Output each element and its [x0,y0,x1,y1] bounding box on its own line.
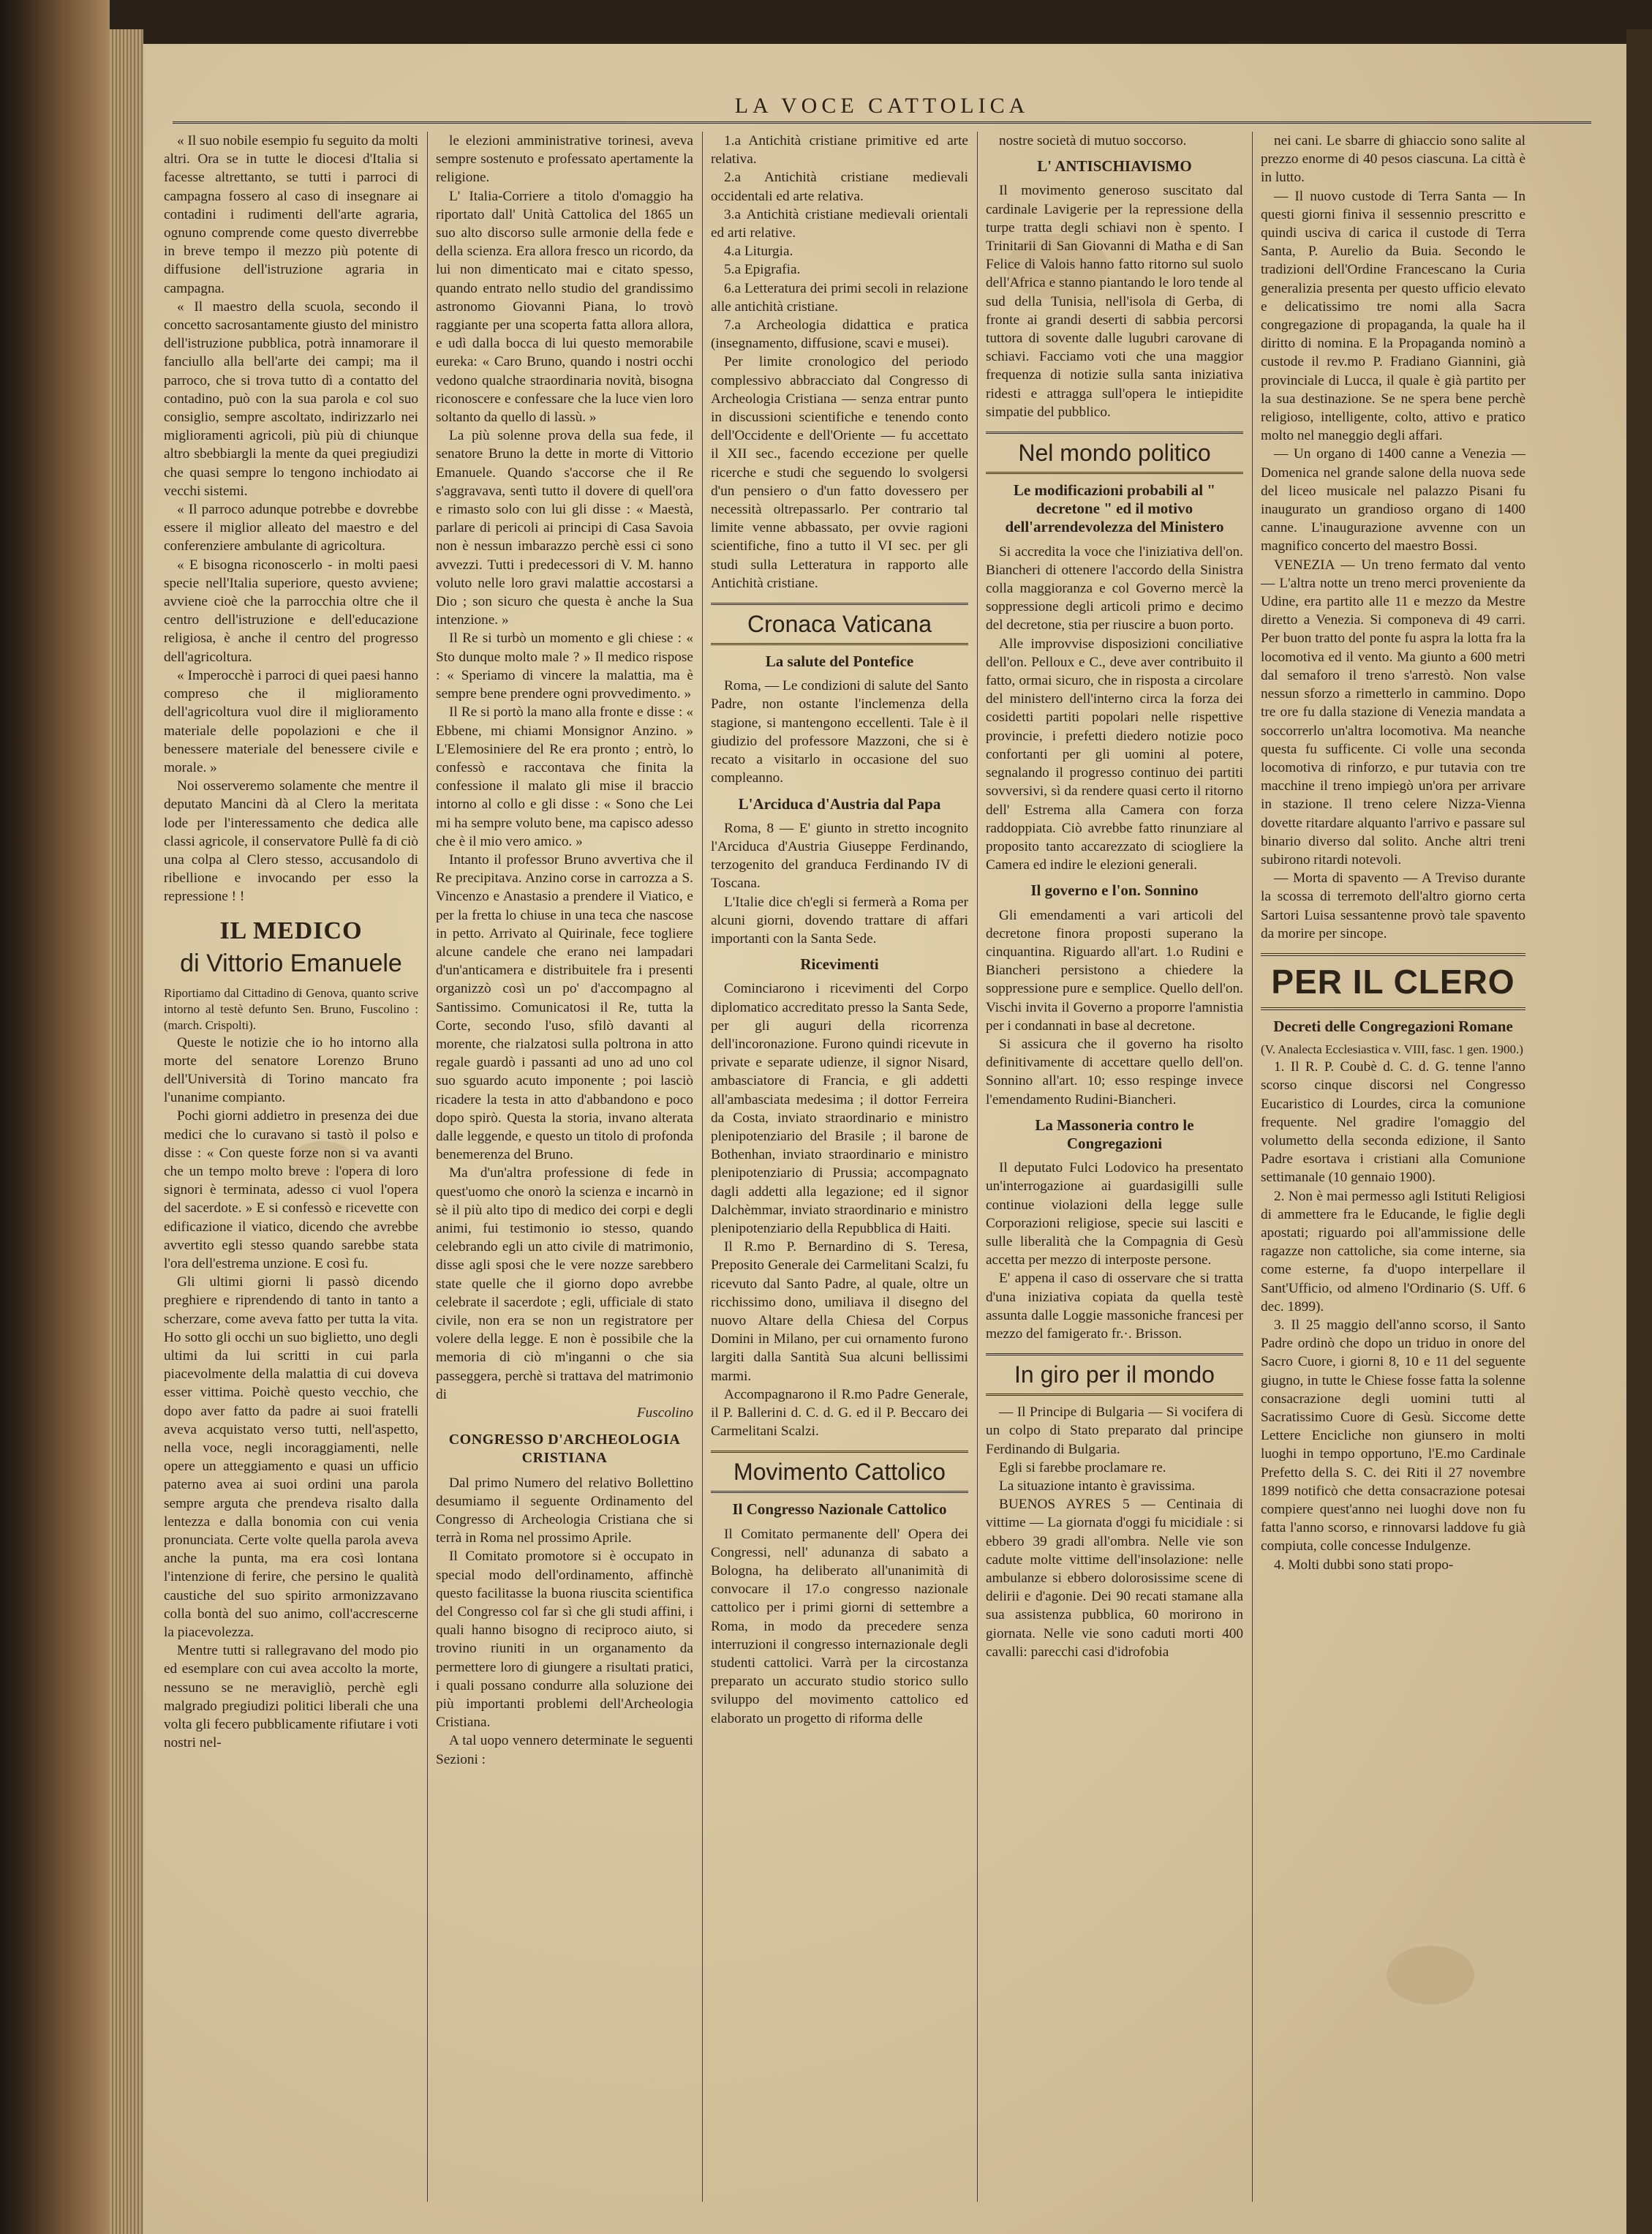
paragraph: VENEZIA — Un treno fermato dal vento — L'altra notte un treno merci proveniente da Udine, era partito alle 11 e mezzo da Mestre diretto a Venezia. Si componeva di 49 carri. Per buon tratto del ponte fu aspra la lotta fra la locomotiva ed il vento. Ma giunto a 600 metri dal semaforo il treno s'arrestò. Non valse nessun sforzo a rimetterlo in cammino. Dopo tre ore fu dalla stazione di Venezia mandata a soccorrerlo un'altra locomotiva. Ma neanche questa fu sufficente. Ci volle una seconda locomotiva di rinforzo, e pur tutavia con tre macchine il treno impiegò un'ora per arrivare in stazione. Il treno celere Nizza-Vienna dovette ritardare alquanto l'arrivo e passare sul binario diverso dal solito. Anche altri treni subirono ritardi notevoli. [1261,557,1525,868]
paragraph: — Il nuovo custode di Terra Santa — In questi giorni finiva il sessennio prescritto e quindi usciva di carica il custode di Terra Santa, P. Aurelio da Buia. Secondo le tradizioni dell'Ordine Francescano la Curia generalizia presenta per questo ufficio elevato e delicatissimo tre nomi alla Sacra congregazione di propaganda, la quale ha il diritto di nomina. E la Propaganda nominò a custode il rev.mo P. Fradiano Giannini, già provinciale di Lucca, il quale è già partito per la sua destinazione. Se ne spera bene perchè religioso, intelligente, colto, attivo e pratico molto nel maneggio degli affari. [1261,188,1525,444]
section-heading: L'Arciduca d'Austria dal Papa [738,794,941,813]
section-heading: Le modificazioni probabili al " decretone " ed il motivo dell'arrendevolezza del Ministero [1005,481,1224,536]
paragraph: La situazione intanto è gravissima. [999,1478,1196,1494]
paragraph: Si assicura che il governo ha risolto definitivamente di accettare quello dell'on. Sonnino all'art. 10; esso respinge invece l'emendamento Rudini-Biancheri. [986,1036,1243,1107]
paragraph: 2. Non è mai permesso agli Istituti Religiosi di ammettere fra le Educande, le figlie degli apostati; riguardo poi all'ammissione delle ragazze non cattoliche, sia come interne, sia come esterne, fa d'uopo interpellare il Sant'Ufficio, od almeno l'Ordinario (S. Uff. 6 dec. 1899). [1261,1188,1525,1315]
note: Riportiamo dal Cittadino di Genova, quanto scrive intorno al testè defunto Sen. Bruno, Fuscolino : (march. Crispolti). [164,985,418,1032]
newspaper-page [143,44,1626,2234]
section-heading: CONGRESSO D'ARCHEOLOGIA CRISTIANA [448,1432,681,1467]
paragraph: Per limite cronologico del periodo complessivo abbracciato dal Congresso di Archeologia Cristiana — senza entrar punto in discussioni scientifiche e tenendo conto dell'Occidente e dell'Oriente — fu accettato il XII sec., facendo eccezione per quelle ricerche e studi che seguendo lo svolgersi d'un pensiero o d'un fatto dovessero per necessità oltrepassarlo. Per contrario tal limite venne abbassato, per ovvie ragioni scientifiche, fino a tutto il VI sec. per gli studi sulla Letteratura in rapporto alle Antichità cristiane. [711,354,968,591]
signature: Fuscolino [636,1405,693,1421]
section-banner: Cronaca Vaticana [711,603,968,645]
section-heading: La salute del Pontefice [765,652,914,671]
paragraph: Roma, — Le condizioni di salute del Santo Padre, non ostante l'inclemenza della stagione, si mantengono eccellenti. Tale è il giudizio del professore Mazzoni, che si è recato a visitarlo in occasione del suo compleanno. [711,678,968,786]
paragraph: « Il maestro della scuola, secondo il concetto sacrosantamente giusto del ministro dell'istruzione pubblica, potrà innamorare il fanciullo alla bell'arte dei campi; ma il parroco, che si trova tutto dì a contatto del contadino, può con la sua parola e col suo consiglio, sempre ascoltato, indirizzarlo nei miglioramenti agricoli, più più di chiunque altro sbebbiargli la mente da quei pregiudizi che quasi sempre lo tengono inchiodato ai vecchi sistemi. [164,298,418,499]
section-banner: PER IL CLERO [1261,953,1525,1010]
paragraph: Si accredita la voce che l'iniziativa dell'on. Biancheri di ottenere l'accordo della Sinistra colla maggioranza e col Governo mercè la soppressione degli articoli primo e decimo del decretone, stia per riuscire a buon porto. [986,544,1243,633]
column-2 [436,132,693,2202]
section-banner: In giro per il mondo [986,1353,1243,1396]
paragraph: le elezioni amministrative torinesi, aveva sempre sostenuto e professato apertamente la religione. [436,133,693,186]
paragraph: La più solenne prova della sua fede, il senatore Bruno la dette in morte di Vittorio Emanuele. Quando s'accorse che il Re s'aggravava, sentì tutto il dovere di quell'ora e rimasto solo con lui gli disse : « Maestà, parlare di pericoli ai principi di Casa Savoia non è nessun imbarazzo perchè essi ci sono avvezzi. Tutti i predecessori di V. M. hanno voluto nelle loro gravi malattie accostarsi a Dio ; son sicuro che questa è anche la Sua intenzione. » [436,428,693,628]
paragraph: 1. Il R. P. Coubè d. C. d. G. tenne l'anno scorso cinque discorsi nel Congresso Eucaristico di Lourdes, circa la comunione frequente. Nel gradire l'omaggio del volumetto della seconda edizione, il Santo Padre esortava i cristiani alla Comunione settimanale (10 gennaio 1900). [1261,1059,1525,1186]
paragraph: « Il parroco adunque potrebbe e dovrebbe essere il miglior alleato del maestro e del conferenziere ambulante di agricoltura. [164,502,418,554]
paragraph: Il Comitato permanente dell' Opera dei Congressi, nell' adunanza di sabato a Bologna, ha deliberato all'unanimità di convocare il 17.o congresso nazionale cattolico per i primi giorni di settembre a Roma, in modo da precedere senza interruzioni il congresso internazionale degli studenti cattolici. Varrà per la circostanza preparato un accurato studio storico sullo sviluppo del movimento cattolico ed elaborato un progetto di riforma delle [711,1526,968,1726]
column-1 [164,132,418,2202]
paragraph: Gli emendamenti a vari articoli del decretone finora proposti superano la cinquantina. Riguardo all'art. 1.o Rudini e Biancheri persistono a chiedere la soppressione pure e semplice. Quello dell'on. Vischi invita il Governo a proporre l'amnistia per i condannati in base al decretone. [986,907,1243,1034]
section-banner: Movimento Cattolico [711,1451,968,1493]
paragraph: Noi osserveremo solamente che mentre il deputato Mancini dà al Clero la meritata lode per l'interessamento che dedica alle classi agricole, il conservatore Pullè fa di ciò una colpa al Clero stesso, accusandolo di ribellione e invocando per esso la repressione ! ! [164,778,418,905]
section-heading: Decreti delle Congregazioni Romane [1273,1017,1513,1035]
paragraph: Alle improvvise disposizioni conciliative dell'on. Pelloux e C., deve aver contribuito il fatto, ormai sicuro, che in risposta a circolare del ministero dell'interno circa la forza dei cosidetti partiti popolari nelle rispettive provincie, i prefetti diedero notizie poco confortanti per gli uomini al potere, segnalando il progresso continuo dei partiti sovversivi, sì da rendere quasi certo il ritorno dell' Estrema alla Camera con forza raddoppiata. Ciò avrebbe fatto rinunziare al proposito tanto accarezzato di sciogliere la Camera ed indire le elezioni generali. [986,636,1243,873]
paragraph: Accompagnarono il R.mo Padre Generale, il P. Ballerini d. C. d. G. ed il P. Beccaro dei Carmelitani Scalzi. [711,1386,968,1440]
book-binding [0,0,110,2234]
paragraph: 2.a Antichità cristiane medievali occidentali ed arte relativa. [711,170,968,204]
paragraph: Queste le notizie che io ho intorno alla morte del senatore Lorenzo Bruno dell'Università di Torino mancato fra l'unanime compianto. [164,1034,418,1106]
paragraph: Il Comitato promotore si è occupato in special modo dell'ordinamento, affinchè questo facilitasse la buona riuscita scientifica del Congresso col far sì che gli studi affini, i quali hanno bisogno di reciproco aiuto, si trovino riuniti in un organamento da permettere loro di giungere a risultati pratici, i quali possano condurre alla soluzione dei più importanti problemi dell'Archeologia Cristiana. [436,1549,693,1731]
paragraph: « Il suo nobile esempio fu seguito da molti altri. Ora se in tutte le diocesi d'Italia si facesse altrettanto, se tutti i parroci di campagna fossero al caso di insegnare ai contadini i rudimenti dell'arte agraria, ognuno comprende come questo diverrebbe in breve tempo il mezzo più potente di diffusione dell'istruzione agraria in campagna. [164,133,418,296]
paragraph: 7.a Archeologia didattica e pratica (insegnamento, diffusione, scavi e musei). [711,317,968,352]
article-subtitle: di Vittorio Emanuele [180,949,402,977]
paragraph: 6.a Letteratura dei primi secoli in relazione alle antichità cristiane. [711,280,968,315]
section-heading: L' ANTISCHIAVISMO [1037,157,1192,176]
note: (V. Analecta Ecclesiastica v. VIII, fasc. 1 gen. 1900.) [1261,1042,1523,1057]
paragraph: Egli si farebbe proclamare re. [999,1459,1166,1475]
section-heading: La Massoneria contro le Congregazioni [1035,1116,1194,1152]
section-heading: Il governo e l'on. Sonnino [1030,881,1199,900]
paragraph: 3. Il 25 maggio dell'anno scorso, il Santo Padre ordinò che dopo un triduo in onore del Sacro Cuore, i giorni 8, 10 e 11 del seguente giugno, in tutte le Chiese fosse fatta la solenne consacrazione degli uomini tutti al Sacratissimo Cuore di Gesù. Siccome dette Lettere Encicliche non giunsero in molti luoghi in tempo opportuno, l'E.mo Cardinale Prefetto della S. C. dei Riti il 27 novembre 1899 notificò che detta consacrazione potesai compiere quest'anno nei luoghi dove non fu fatta l'anno scorso, e rinnovarsi laddove fu già compiuta, colle concesse Indulgenze. [1261,1317,1525,1554]
paragraph: L'Italie dice ch'egli si fermerà a Roma per alcuni giorni, dovendo trattare di affari importanti con la Santa Sede. [711,894,968,947]
paragraph: 4.a Liturgia. [724,244,793,260]
paragraph: nostre società di mutuo soccorso. [999,133,1187,148]
column-rule [977,132,978,2202]
section-heading: Il Congresso Nazionale Cattolico [732,1500,947,1519]
paragraph: Il Re si portò la mano alla fronte e disse : « Ebbene, mi chiami Monsignor Anzino. » L'Elemosiniere del Re era pronto ; entrò, lo confessò e raccontava che finita la confessione il malato gli mise il braccio intorno al collo e gli disse : « Sono che Lei mi ha sempre voluto bene, ma capisco adesso che è il mio vero amico. » [436,704,693,849]
article-title: IL MEDICO [219,917,363,944]
section-banner: Nel mondo politico [986,432,1243,474]
column-5 [1261,132,1525,2202]
paragraph: « E bisogna riconoscerlo - in molti paesi specie nell'Italia superiore, questo avviene; avviene cioè che la parrocchia oltre che il centro dell'istruzione e dell'educazione religiosa, è anche il centro del progresso dell'agricoltura. [164,557,418,665]
paragraph: 4. Molti dubbi sono stati propo- [1274,1557,1454,1573]
paragraph: 1.a Antichità cristiane primitive ed arte relativa. [711,133,968,168]
paragraph: Il R.mo P. Bernardino di S. Teresa, Preposito Generale dei Carmelitani Scalzi, fu ricevuto dal Santo Padre, al quale, oltre un ricchissimo dono, umiliava il disegno del nuovo Altare della Chiesa del Corpus Domini in Milano, per cui ornamento furono largiti dalla Santità Sua alcuni bellissimi marmi. [711,1239,968,1384]
column-4 [986,132,1243,2202]
page-header [173,89,1591,124]
column-rule [1252,132,1253,2202]
paragraph: L' Italia-Corriere a titolo d'omaggio ha riportato dall' Unità Cattolica del 1865 un suo alto discorso sulle armonie della fede e della scienza. Era allora fresco un ricordo, da lui non dimenticato mai e citato spesso, quando entrato nello studio del grandissimo astronomo Giovanni Piana, lo trovò raggiante per una scoperta fatta allora allora, e udì dalla bocca di lui questo memorabile eureka: « Caro Bruno, quando i nostri occhi vedono qualche straordinaria novità, bisogna riconoscere e confessare che la luce vien loro soltanto da quello di lassù. » [436,188,693,426]
section-heading: Ricevimenti [800,955,879,974]
paragraph: BUENOS AYRES 5 — Centinaia di vittime — La giornata d'oggi fu micidiale : si ebbero 39 gradi all'ombra. Nelle vie son cadute molte vittime dell'insolazione: nelle ambulanze si ebbero dolorosissime scene di delirii e d'agonie. Dei 90 recati stamane alla sua assistenza pubblica, 60 morirono in giornata. Nelle vie sono caduti morti 400 cavalli: parecchi casi d'idrofobia [986,1497,1243,1660]
paragraph: Il deputato Fulci Lodovico ha presentato un'interrogazione ai guardasigilli sulle continue violazioni della legge sulle Corporazioni religiose, specie sui lasciti e sulle liberalità che la Compagnia di Gesù accetta per mezzo di interposte persone. [986,1160,1243,1268]
book-edge-right [1626,29,1652,2234]
paragraph: Gli ultimi giorni li passò dicendo preghiere e riprendendo di tanto in tanto a scherzare, come aveva fatto per tutta la vita. Ho sotto gli occhi un suo biglietto, uno degli ultimi da lui scritti in cui parla piacevolmente della malattia di cui doveva esser vittima. Poichè questo vecchio, che dopo aver fatto da padre ai suoi fratelli aveva acquistato verso tutti, nell'aspetto, nella voce, negli incoraggiamenti, nelle opere un atteggiamento e quasi un ufficio paterno avea ai suoi ordini una parola sempre arguta che prendeva risalto dalla lentezza e dalla bonomia con cui venia pronunciata. Certe volte quella parola aveva anche la punta, ma era così lontana l'intenzione di ferire, che persino le qualità caustiche del suo spirito armonizzavano colla bontà del suo animo, coll'accrescerne la piacevolezza. [164,1274,418,1641]
paragraph: nei cani. Le sbarre di ghiaccio sono salite al prezzo enorme di 40 pesos ciascuna. La città è in lutto. [1261,133,1525,186]
column-rule [702,132,703,2202]
paragraph: Mentre tutti si rallegravano del modo pio ed esemplare con cui avea accolto la morte, nessuno se ne meravigliò, perchè egli malgrado pregiudizi politici liberali che una volta gli fecero pubblicamente rifiutare i voti nostri nel- [164,1643,418,1751]
column-rule [427,132,428,2202]
paragraph: — Un organo di 1400 canne a Venezia — Domenica nel grande salone della nuova sede del liceo musicale nel palazzo Pisani fu inaugurato un grandioso organo di 1400 canne. L'inaugurazione avvenne con un magnifico concerto del maestro Bossi. [1261,446,1525,554]
paragraph: Cominciarono i ricevimenti del Corpo diplomatico accreditato presso la Santa Sede, per gli auguri della ricorrenza dell'incoronazione. Furono quindi ricevute in private e separate udienze, il signor Nisard, ambasciatore di Francia, e gli addetti all'ambasciata medesima ; il dottor Ferreira da Costa, inviato straordinario e ministro plenipotenziario del Brasile ; il barone de Bothenhan, inviato straordinario e ministro plenipotenziario di Prussia; accompagnato dagli addetti alla legazione; ed il signor Dalchèmmar, inviato straordinario e ministro plenipotenziario della Repubblica di Haiti. [711,981,968,1236]
paragraph: Dal primo Numero del relativo Bollettino desumiamo il seguente Ordinamento del Congresso di Archeologia Cristiana che si terrà in Roma nel prossimo Aprile. [436,1475,693,1546]
paragraph: Pochi giorni addietro in presenza dei due medici che lo curavano si tastò il polso e disse : « Con queste forze non si va avanti che un tempo molto breve : l'opera di loro signori è terminata, adesso ci vuol l'opera del sacerdote. » E si confessò e ricevette con edificazione il viatico, dicendo che avrebbe avvertito egli stesso quando sarebbe stata l'ora dell'estrema unzione. E così fu. [164,1108,418,1271]
paragraph: A tal uopo vennero determinate le seguenti Sezioni : [436,1733,693,1767]
paragraph: E' appena il caso di osservare che si tratta d'una iniziativa copiata da quella testè assunta dalle Loggie massoniche francesi per mezzo del famigerato fr.·. Brisson. [986,1271,1243,1342]
paragraph: Il Re si turbò un momento e gli chiese : « Sto dunque molto male ? » Il medico rispose : « Speriamo di vincere la malattia, ma è sempre bene prendere ogni provvedimento. » [436,631,693,702]
paragraph: 3.a Antichità cristiane medievali orientali ed arti relative. [711,206,968,241]
paragraph: Roma, 8 — E' giunto in stretto incognito l'Arciduca d'Austria Giuseppe Ferdinando, terzogenito del granduca Ferdinando IV di Toscana. [711,820,968,892]
paragraph: « Imperocchè i parroci di quei paesi hanno compreso che il miglioramento dell'agricoltura vuol dire il miglioramento materiale delle popolazioni e che il benessere materiale del benessere civile e morale. » [164,667,418,775]
paragraph: 5.a Epigrafia. [724,262,801,278]
paragraph: Intanto il professor Bruno avvertiva che il Re precipitava. Anzino corse in carrozza a S. Vincenzo e Anastasio a prendere il Viatico, e per la fretta lo chiuse in una teca che nascose in petto. Arrivato al Quirinale, fece togliere alcune candele che erano nei lampadari d'un'anticamera e distribuitele fra i presenti organizzò così un po' d'accompagno al Santissimo. Comunicatosi il Re, tutta la Corte, secondo l'uso, sfilò davanti al morente, che rialzatosi sulla poltrona in atto regale guardò i passanti ad uno ad uno col suo sguardo acuto imponente ; poi lasciò ricadere la testa in atto d'abbandono e poco dopo spirò. Questa la storia, invano alterata dalle leggende, e questo un titolo di profonda benemerenza del Bruno. [436,851,693,1163]
paragraph: — Il Principe di Bulgaria — Si vocifera di un colpo di Stato preparato dal principe Ferdinando di Bulgaria. [986,1404,1243,1457]
page-edges [110,29,143,2234]
paragraph: — Morta di spavento — A Treviso durante la scossa di terremoto dell'altro giorno certa Sartori Luisa sessantenne provò tale spavento da morire per sincope. [1261,870,1525,941]
masthead-title: LA VOCE CATTOLICA [734,94,1030,118]
column-3 [711,132,968,2202]
paragraph: Ma d'un'altra professione di fede in quest'uomo che onorò la scienza e incarnò in sè il più alto tipo di medico dei corpi e degli animi, fui testimonio io stesso, quando celebrando egli un atto civile di matrimonio, disse agli sposi che le vere nozze sarebbero state quelle che il giorno dopo avrebbe celebrate il sacerdote ; egli, ufficiale di stato civile, non era se non un registratore per volere della legge. E non è possibile che la memoria di ciò m'inganni o che sia passeggera, perchè si trattava del matrimonio di [436,1165,693,1402]
paragraph: Il movimento generoso suscitato dal cardinale Lavigerie per la repressione della turpe tratta degli schiavi non è spento. I Trinitarii di San Giovanni di Matha e di San Felice di Valois hanno fatto ritorno sul suolo dell'Africa e stanno piantando le loro tende al sud della Tunisia, nell'isola di Gerba, di fronte ai grandi deserti di sabbia percorsi tuttora di sovente dalle lugubri carovane di schiavi. Facciamo voti che una maggior frequenza di notizie sulla santa iniziativa ridesti e attragga sull'opera le intiepidite simpatie del pubblico. [986,183,1243,420]
